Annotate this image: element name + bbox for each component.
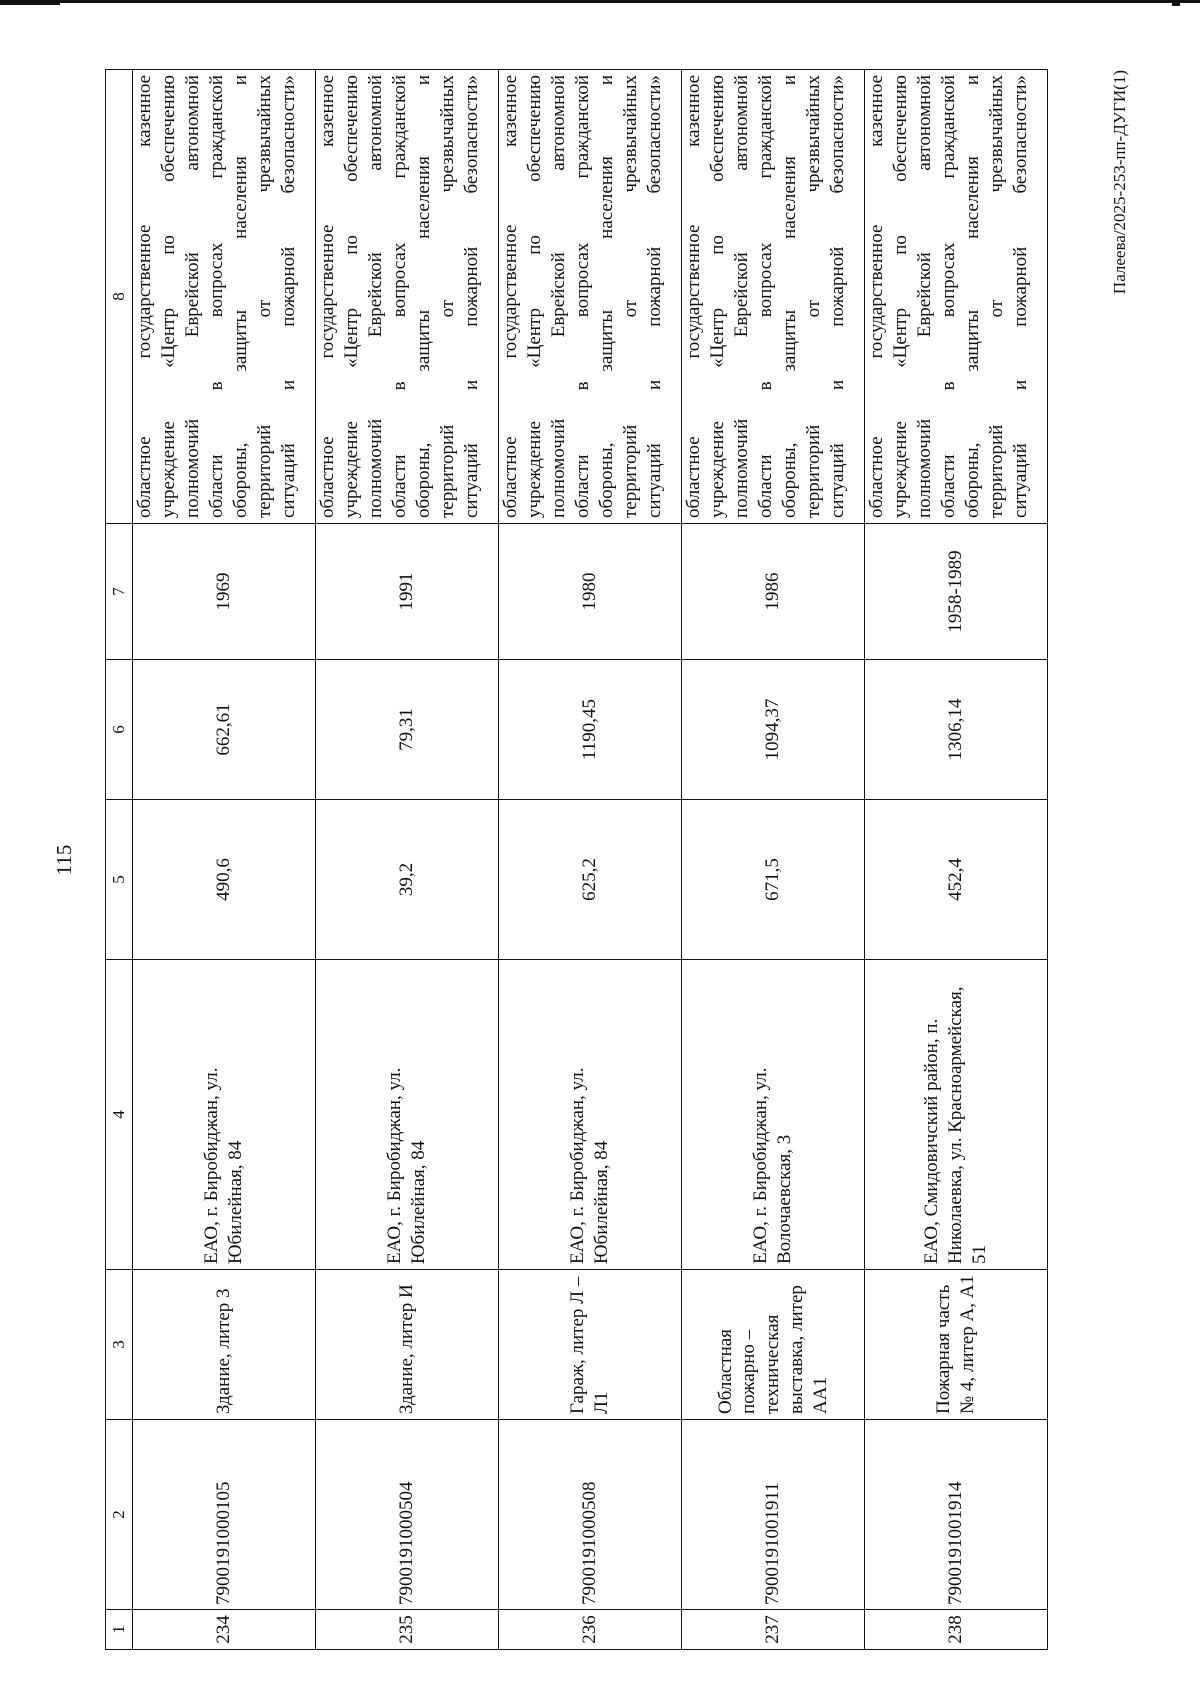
construction-year: 1986 xyxy=(682,524,865,660)
object-address: ЕАО, г. Биробиджан, ул. Юбилейная, 84 xyxy=(499,960,682,1270)
cadastral-number: 7900191001911 xyxy=(682,1420,865,1610)
header-row xyxy=(106,70,133,1650)
holder-organization: областное государственное казенное учреждение «Центр по обеспечению полномочий Еврейской автономной области в вопросах гражданской обороны, защиты населения и территорий от чрезвычайных ситуаций и пожарной безопасности» xyxy=(499,70,682,524)
object-area: 39,2 xyxy=(316,800,499,960)
table-row xyxy=(316,70,499,1650)
object-value: 79,31 xyxy=(316,660,499,800)
column-header: 7 xyxy=(106,524,133,660)
object-value: 1190,45 xyxy=(499,660,682,800)
column-header: 6 xyxy=(106,660,133,800)
construction-year: 1980 xyxy=(499,524,682,660)
object-area: 671,5 xyxy=(682,800,865,960)
cadastral-number: 7900191001914 xyxy=(865,1420,1048,1610)
holder-organization: областное государственное казенное учреждение «Центр по обеспечению полномочий Еврейской автономной области в вопросах гражданской обороны, защиты населения и территорий от чрезвычайных ситуаций и пожарной безопасности» xyxy=(133,70,316,524)
object-value: 1094,37 xyxy=(682,660,865,800)
row-number: 235 xyxy=(316,1610,499,1650)
object-address: ЕАО, г. Биробиджан, ул. Юбилейная, 84 xyxy=(316,960,499,1270)
object-name: Пожарная часть № 4, литер А, А1 xyxy=(865,1270,1048,1420)
column-header: 2 xyxy=(106,1420,133,1610)
object-area: 452,4 xyxy=(865,800,1048,960)
property-register-table xyxy=(105,69,1048,1650)
row-number: 238 xyxy=(865,1610,1048,1650)
construction-year: 1958-1989 xyxy=(865,524,1048,660)
construction-year: 1991 xyxy=(316,524,499,660)
construction-year: 1969 xyxy=(133,524,316,660)
rotated-page xyxy=(40,70,1160,1650)
table-row xyxy=(682,70,865,1650)
column-header: 3 xyxy=(106,1270,133,1420)
column-header: 8 xyxy=(106,70,133,524)
holder-organization: областное государственное казенное учреждение «Центр по обеспечению полномочий Еврейской автономной области в вопросах гражданской обороны, защиты населения и территорий от чрезвычайных ситуаций и пожарной безопасности» xyxy=(316,70,499,524)
object-name: Здание, литер 3 xyxy=(133,1270,316,1420)
table-row xyxy=(133,70,316,1650)
object-value: 662,61 xyxy=(133,660,316,800)
object-address: ЕАО, г. Биробиджан, ул. Волочаевская, 3 xyxy=(682,960,865,1270)
object-area: 490,6 xyxy=(133,800,316,960)
column-header: 5 xyxy=(106,800,133,960)
object-value: 1306,14 xyxy=(865,660,1048,800)
column-header: 4 xyxy=(106,960,133,1270)
scan-edge-line xyxy=(0,0,1200,3)
row-number: 234 xyxy=(133,1610,316,1650)
object-area: 625,2 xyxy=(499,800,682,960)
object-name: Гараж, литер Л – Л1 xyxy=(499,1270,682,1420)
holder-organization: областное государственное казенное учреждение «Центр по обеспечению полномочий Еврейской автономной области в вопросах гражданской обороны, защиты населения и территорий от чрезвычайных ситуаций и пожарной безопасности» xyxy=(865,70,1048,524)
object-name: Областная пожарно – техническая выставка, литер АА1 xyxy=(682,1270,865,1420)
column-header: 1 xyxy=(106,1610,133,1650)
page-number: 115 xyxy=(52,844,76,876)
cadastral-number: 7900191000504 xyxy=(316,1420,499,1610)
holder-organization: областное государственное казенное учреждение «Центр по обеспечению полномочий Еврейской автономной области в вопросах гражданской обороны, защиты населения и территорий от чрезвычайных ситуаций и пожарной безопасности» xyxy=(682,70,865,524)
table-row xyxy=(865,70,1048,1650)
object-name: Здание, литер И xyxy=(316,1270,499,1420)
scan-edge-mark xyxy=(1172,0,1180,6)
cadastral-number: 7900191000105 xyxy=(133,1420,316,1610)
row-number: 236 xyxy=(499,1610,682,1650)
object-address: ЕАО, Смидовичский район, п. Николаевка, ул. Красноармейская, 51 xyxy=(865,960,1048,1270)
row-number: 237 xyxy=(682,1610,865,1650)
document-reference: Палеева/2025-253-пп-ДУГИ(1) xyxy=(1110,70,1129,295)
object-address: ЕАО, г. Биробиджан, ул. Юбилейная, 84 xyxy=(133,960,316,1270)
cadastral-number: 7900191000508 xyxy=(499,1420,682,1610)
table-row xyxy=(499,70,682,1650)
scan-edge-mark xyxy=(0,0,60,5)
